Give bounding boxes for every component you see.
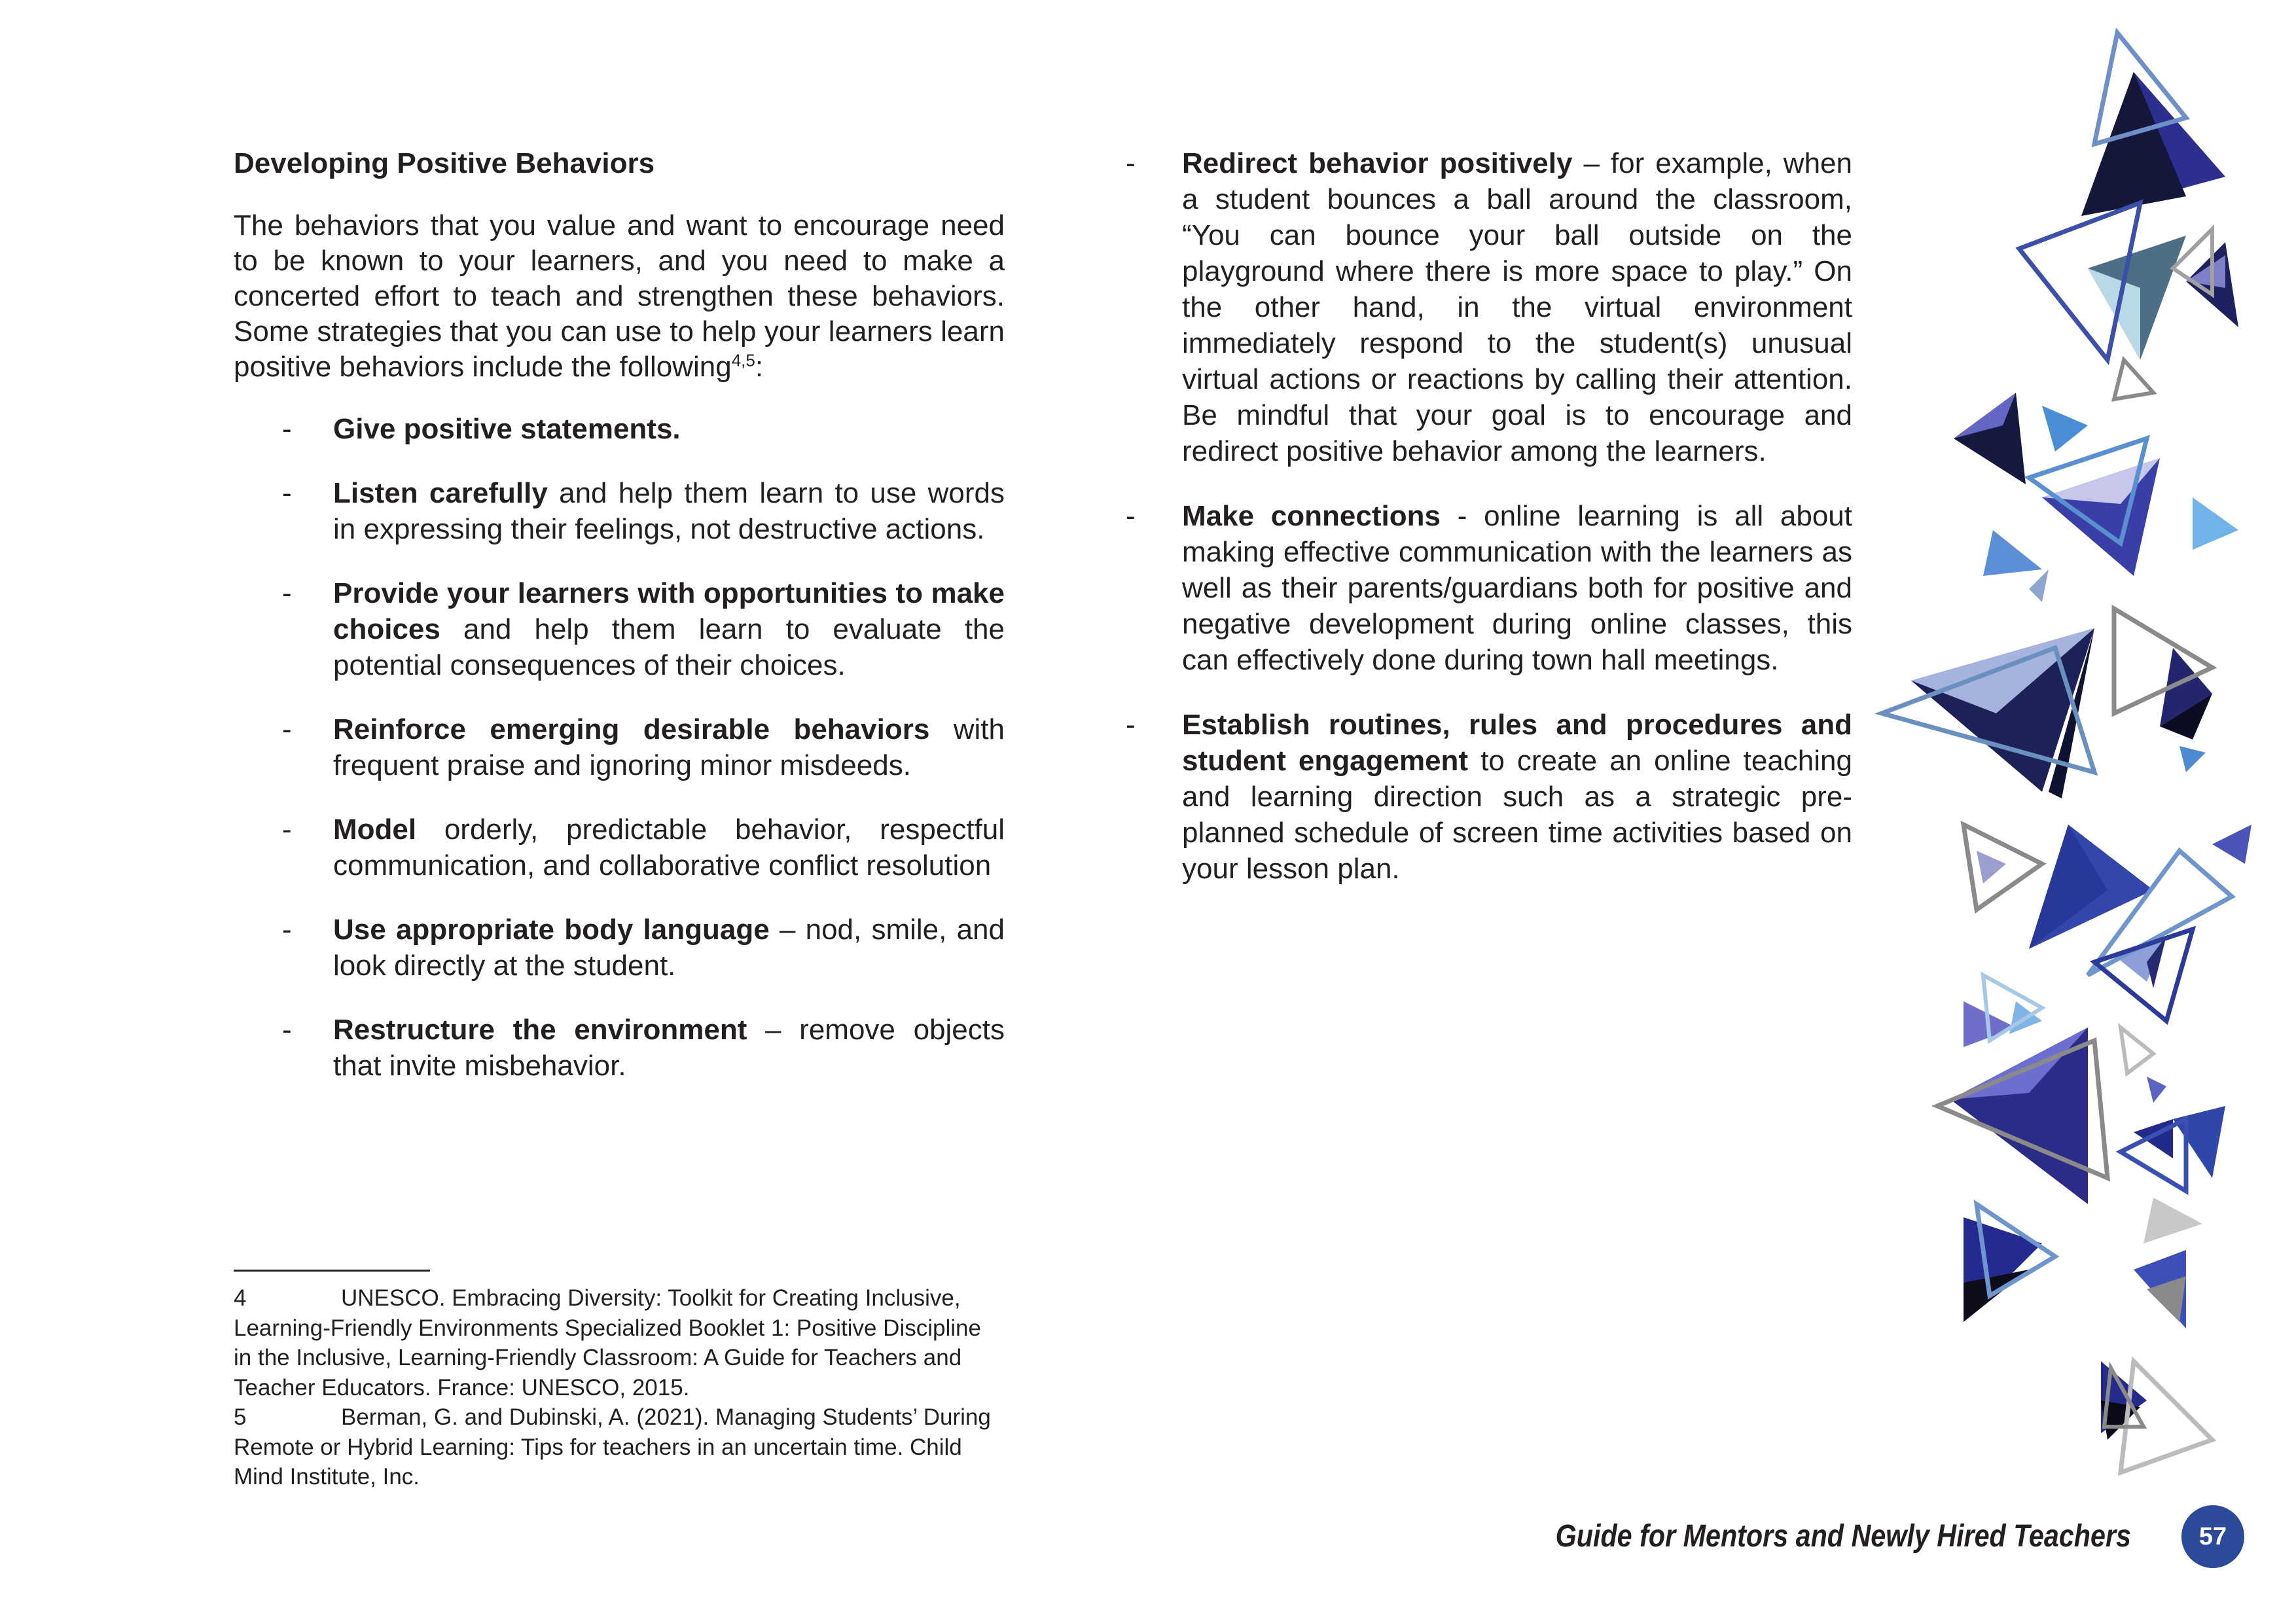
list-item-bold: Redirect behavior positively	[1182, 147, 1573, 179]
list-dash: -	[282, 413, 292, 445]
footnote-rule	[234, 1270, 430, 1272]
list-item	[234, 475, 1005, 547]
triangle-outline-decoration	[1964, 825, 2042, 910]
list-item-text: – remove objects that invite misbehavior.	[333, 1014, 1005, 1082]
footnote-text: Berman, G. and Dubinski, A. (2021). Managing Students’ During Remote or Hybrid Learning: Tips for teachers in an uncertain time. Child Mind Institute, Inc.	[234, 1404, 991, 1489]
list-item-text: to create an online teaching and learning direction such as a strategic pre-planned schedule of screen time activities based on your lesson plan.	[1182, 745, 1852, 885]
list-item	[234, 912, 1005, 984]
list-item-text: – nod, smile, and look directly at the student.	[333, 914, 1005, 982]
triangle-decoration	[2134, 1119, 2173, 1158]
list-dash: -	[282, 577, 292, 609]
triangle-decoration	[2042, 406, 2088, 452]
list-item-text: orderly, predictable behavior, respectful communication, and collaborative conflict resolution	[333, 813, 1005, 882]
triangle-decoration	[1977, 851, 2006, 883]
list-item	[1126, 145, 1852, 469]
list-item-bold: Reinforce emerging desirable behaviors	[333, 713, 930, 745]
footnote-text: UNESCO. Embracing Diversity: Toolkit for Creating Inclusive, Learning-Friendly Environments Specialized Booklet 1: Positive Discipline in the Inclusive, Learning-Friendly Classroom: A Guide for Teachers and Teacher Educators. France: UNESCO, 2015.	[234, 1285, 981, 1400]
footnote-number: 5	[234, 1404, 247, 1430]
list-item-text: and help them learn to evaluate the potential consequences of their choices.	[333, 613, 1005, 681]
list-item	[234, 711, 1005, 783]
list-dash: -	[282, 713, 292, 745]
footnote-number: 4	[234, 1285, 247, 1311]
list-item-bold: Provide your learners with opportunities to make choices	[333, 577, 1005, 645]
list-item-bold: Give positive statements.	[333, 413, 681, 445]
footnote	[234, 1283, 999, 1402]
list-dash: -	[282, 914, 292, 946]
list-item	[234, 575, 1005, 683]
footnote	[234, 1402, 999, 1492]
triangle-decoration	[2212, 825, 2251, 864]
intro-end: :	[755, 351, 764, 383]
list-dash: -	[1126, 709, 1136, 741]
list-item-bold: Model	[333, 813, 417, 846]
triangle-outline-decoration	[2019, 203, 2140, 360]
triangle-decoration	[1983, 530, 2042, 576]
section-heading: Developing Positive Behaviors	[234, 147, 655, 179]
intro-paragraph	[234, 208, 1005, 385]
list-dash: -	[282, 477, 292, 509]
footnotes	[234, 1270, 999, 1492]
triangle-decoration	[2029, 569, 2049, 602]
list-dash: -	[282, 1014, 292, 1046]
list-item	[1126, 498, 1852, 678]
triangle-decoration	[2144, 1198, 2202, 1243]
triangle-outline-decoration	[2114, 360, 2153, 399]
list-item-text: - online learning is all about making effective communication with the learners as well as their parents/guardians both for positive and negative development during online classes, this can effectively done during town hall meetings.	[1182, 500, 1852, 676]
triangle-decoration	[2173, 1106, 2225, 1178]
intro-text: The behaviors that you value and want to encourage need to be known to your learners, and you need to make a concerted effort to teach and strengthen these behaviors. Some strategies that you can use to help your learners learn positive behaviors include the following	[234, 209, 1005, 383]
footnote-ref: 4,5	[731, 350, 755, 370]
list-item	[1126, 707, 1852, 887]
list-dash: -	[1126, 147, 1136, 179]
triangle-outline-decoration	[2121, 1361, 2212, 1472]
right-column	[1126, 145, 1852, 916]
strategy-list-continued	[1126, 145, 1852, 887]
list-item-bold: Listen carefully	[333, 477, 548, 509]
triangle-decoration	[2147, 1077, 2166, 1103]
list-item-bold: Make connections	[1182, 500, 1441, 532]
list-item	[234, 812, 1005, 883]
list-item-bold: Restructure the environment	[333, 1014, 747, 1046]
list-item-text: – for example, when a student bounces a ball around the classroom, “You can bounce your ball outside on the playground where there is more space to play.” On the other hand, in the virtual environment immediately respond to the student(s) unusual virtual actions or reactions by calling their attention. Be mindful that your goal is to encourage and redirect positive behavior among the learners.	[1182, 147, 1852, 467]
list-dash: -	[282, 813, 292, 846]
list-dash: -	[1126, 500, 1136, 532]
list-item-bold: Establish routines, rules and procedures and student engagement	[1182, 709, 1852, 777]
list-item	[234, 1012, 1005, 1084]
triangles-pattern-icon	[1846, 20, 2296, 1492]
triangle-decoration	[1954, 393, 2026, 484]
list-item-text: and help them learn to use words in expressing their feelings, not destructive actions.	[333, 477, 1005, 545]
page-number-badge: 57	[2181, 1505, 2244, 1568]
triangle-decoration	[2193, 497, 2238, 550]
triangle-decoration	[2179, 746, 2206, 772]
list-item-text: with frequent praise and ignoring minor misdeeds.	[333, 713, 1005, 781]
left-column	[234, 145, 1005, 1112]
strategy-list	[234, 411, 1005, 1084]
triangle-outline-decoration	[2121, 1027, 2153, 1073]
list-item	[234, 411, 1005, 447]
list-item-bold: Use appropriate body language	[333, 914, 770, 946]
footer-title: Guide for Mentors and Newly Hired Teachers	[1555, 1519, 2131, 1554]
